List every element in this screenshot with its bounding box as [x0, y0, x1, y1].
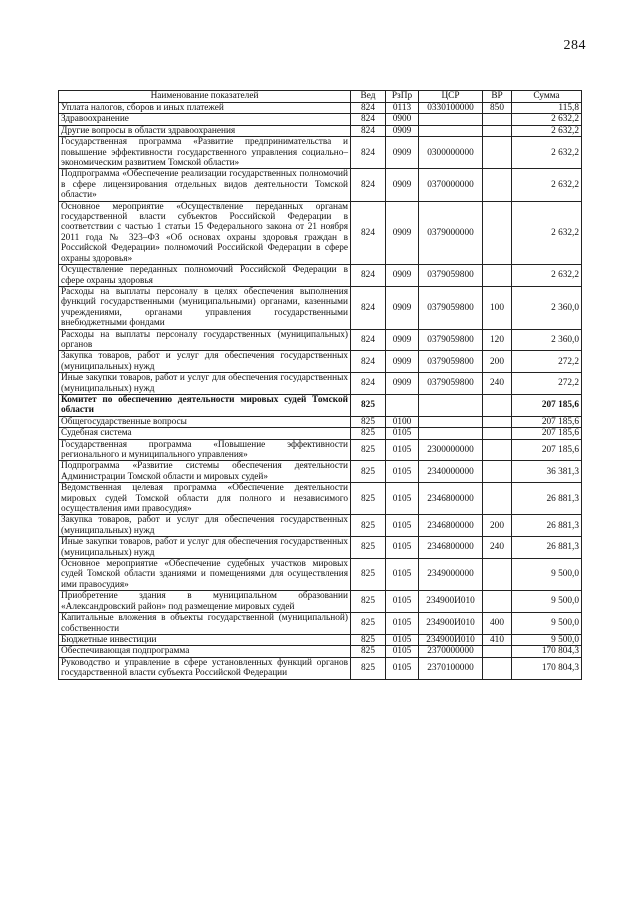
cell-vr	[483, 646, 512, 657]
cell-rzpr: 0105	[386, 559, 419, 591]
cell-rzpr: 0105	[386, 646, 419, 657]
cell-ved: 825	[351, 461, 386, 483]
budget-table	[58, 90, 582, 680]
table-row	[59, 537, 582, 559]
cell-rzpr: 0909	[386, 329, 419, 351]
cell-csr: 2349000000	[419, 559, 483, 591]
table-row	[59, 265, 582, 287]
cell-vr	[483, 591, 512, 613]
cell-csr	[419, 125, 483, 136]
cell-vr	[483, 657, 512, 679]
cell-rzpr: 0105	[386, 657, 419, 679]
cell-rzpr: 0909	[386, 351, 419, 373]
cell-csr: 0300000000	[419, 137, 483, 169]
cell-csr: 2300000000	[419, 439, 483, 461]
cell-name: Государственная программа «Повышение эффективности регионального и муниципального управления»	[59, 439, 351, 461]
cell-vr: 120	[483, 329, 512, 351]
cell-vr	[483, 125, 512, 136]
cell-name: Подпрограмма «Обеспечение реализации государственных полномочий в сфере лицензирования отдельных видов деятельности Томской области»	[59, 169, 351, 201]
cell-sum: 170 804,3	[512, 657, 582, 679]
cell-vr	[483, 439, 512, 461]
table-row	[59, 394, 582, 416]
cell-name: Приобретение здания в муниципальном образовании «Александровский район» под размещение мировых судей	[59, 591, 351, 613]
cell-ved: 824	[351, 373, 386, 395]
cell-ved: 825	[351, 657, 386, 679]
header-csr: ЦСР	[419, 91, 483, 103]
cell-csr: 0379000000	[419, 201, 483, 264]
table-row	[59, 169, 582, 201]
cell-sum: 272,2	[512, 351, 582, 373]
cell-rzpr: 0909	[386, 373, 419, 395]
cell-name: Основное мероприятие «Обеспечение судебных участков мировых судей Томской области зданиями и помещениями для осуществления ими правосудия»	[59, 559, 351, 591]
cell-csr: 234900И010	[419, 613, 483, 635]
cell-ved: 825	[351, 537, 386, 559]
cell-rzpr: 0105	[386, 515, 419, 537]
cell-ved: 825	[351, 416, 386, 427]
cell-ved: 824	[351, 286, 386, 329]
cell-sum: 2 632,2	[512, 114, 582, 125]
cell-ved: 824	[351, 137, 386, 169]
cell-vr: 400	[483, 613, 512, 635]
cell-ved: 824	[351, 265, 386, 287]
cell-name: Иные закупки товаров, работ и услуг для обеспечения государственных (муниципальных) нужд	[59, 373, 351, 395]
cell-rzpr: 0909	[386, 201, 419, 264]
cell-name: Расходы на выплаты персоналу государственных (муниципальных) органов	[59, 329, 351, 351]
cell-csr	[419, 416, 483, 427]
table-header-row	[59, 91, 582, 103]
cell-rzpr: 0105	[386, 439, 419, 461]
table-row	[59, 329, 582, 351]
cell-sum: 170 804,3	[512, 646, 582, 657]
cell-ved: 825	[351, 634, 386, 645]
cell-ved: 825	[351, 613, 386, 635]
cell-rzpr: 0100	[386, 416, 419, 427]
table-row	[59, 103, 582, 114]
cell-rzpr: 0105	[386, 461, 419, 483]
cell-sum: 2 360,0	[512, 286, 582, 329]
page-number: 284	[563, 38, 586, 53]
cell-csr: 0379059800	[419, 329, 483, 351]
cell-name: Расходы на выплаты персоналу в целях обеспечения выполнения функций государственными (муниципальными) органами, казенными учреждениями, органами управления государственными внебюджетными фондами	[59, 286, 351, 329]
cell-csr: 0379059800	[419, 286, 483, 329]
header-name: Наименование показателей	[59, 91, 351, 103]
cell-csr: 2346800000	[419, 515, 483, 537]
header-vr: ВР	[483, 91, 512, 103]
cell-name: Ведомственная целевая программа «Обеспечение деятельности мировых судей Томской области для полного и независимого осуществления ими правосудия»	[59, 483, 351, 515]
cell-ved: 825	[351, 394, 386, 416]
cell-csr: 0370000000	[419, 169, 483, 201]
cell-name: Обеспечивающая подпрограмма	[59, 646, 351, 657]
cell-csr: 0379059800	[419, 351, 483, 373]
table-row	[59, 201, 582, 264]
cell-vr	[483, 394, 512, 416]
header-sum: Сумма	[512, 91, 582, 103]
cell-ved: 825	[351, 591, 386, 613]
cell-vr	[483, 169, 512, 201]
cell-ved: 824	[351, 201, 386, 264]
cell-vr: 240	[483, 373, 512, 395]
cell-sum: 2 632,2	[512, 125, 582, 136]
cell-rzpr: 0909	[386, 265, 419, 287]
cell-sum: 26 881,3	[512, 483, 582, 515]
cell-name: Капитальные вложения в объекты государственной (муниципальной) собственности	[59, 613, 351, 635]
cell-sum: 26 881,3	[512, 537, 582, 559]
cell-name: Бюджетные инвестиции	[59, 634, 351, 645]
table-row	[59, 439, 582, 461]
cell-sum: 2 632,2	[512, 265, 582, 287]
cell-ved: 824	[351, 114, 386, 125]
cell-ved: 825	[351, 483, 386, 515]
cell-sum: 2 632,2	[512, 201, 582, 264]
cell-vr: 240	[483, 537, 512, 559]
table-row	[59, 351, 582, 373]
table-row	[59, 483, 582, 515]
cell-rzpr: 0113	[386, 103, 419, 114]
cell-vr	[483, 137, 512, 169]
cell-sum: 207 185,6	[512, 439, 582, 461]
cell-ved: 824	[351, 329, 386, 351]
table-body	[59, 103, 582, 680]
cell-csr: 0379059800	[419, 373, 483, 395]
cell-rzpr: 0900	[386, 114, 419, 125]
cell-csr: 2370000000	[419, 646, 483, 657]
header-rzpr: РзПр	[386, 91, 419, 103]
cell-rzpr: 0909	[386, 137, 419, 169]
table-row	[59, 428, 582, 439]
cell-sum: 207 185,6	[512, 394, 582, 416]
cell-ved: 824	[351, 351, 386, 373]
cell-ved: 825	[351, 646, 386, 657]
cell-csr	[419, 428, 483, 439]
cell-ved: 825	[351, 439, 386, 461]
cell-csr: 2340000000	[419, 461, 483, 483]
cell-name: Судебная система	[59, 428, 351, 439]
cell-vr	[483, 461, 512, 483]
cell-sum: 207 185,6	[512, 428, 582, 439]
cell-sum: 9 500,0	[512, 559, 582, 591]
table-row	[59, 373, 582, 395]
cell-sum: 272,2	[512, 373, 582, 395]
cell-vr	[483, 201, 512, 264]
cell-rzpr: 0105	[386, 537, 419, 559]
cell-rzpr: 0105	[386, 634, 419, 645]
cell-name: Иные закупки товаров, работ и услуг для обеспечения государственных (муниципальных) нужд	[59, 537, 351, 559]
header-ved: Вед	[351, 91, 386, 103]
cell-vr: 200	[483, 515, 512, 537]
cell-csr: 0379059800	[419, 265, 483, 287]
cell-rzpr: 0105	[386, 428, 419, 439]
cell-vr	[483, 416, 512, 427]
cell-sum: 2 360,0	[512, 329, 582, 351]
cell-sum: 2 632,2	[512, 169, 582, 201]
cell-name: Другие вопросы в области здравоохранения	[59, 125, 351, 136]
cell-name: Осуществление переданных полномочий Российской Федерации в сфере охраны здоровья	[59, 265, 351, 287]
cell-ved: 824	[351, 103, 386, 114]
cell-sum: 26 881,3	[512, 515, 582, 537]
cell-sum: 9 500,0	[512, 613, 582, 635]
cell-name: Руководство и управление в сфере установленных функций органов государственной власти субъекта Российской Федерации	[59, 657, 351, 679]
cell-rzpr: 0105	[386, 483, 419, 515]
cell-csr: 2346800000	[419, 537, 483, 559]
table-row	[59, 515, 582, 537]
cell-vr	[483, 265, 512, 287]
cell-vr	[483, 428, 512, 439]
table-row	[59, 613, 582, 635]
cell-csr: 2370100000	[419, 657, 483, 679]
cell-name: Здравоохранение	[59, 114, 351, 125]
cell-rzpr: 0105	[386, 591, 419, 613]
table-row	[59, 559, 582, 591]
table-row	[59, 634, 582, 645]
cell-csr: 234900И010	[419, 591, 483, 613]
cell-ved: 824	[351, 169, 386, 201]
cell-sum: 207 185,6	[512, 416, 582, 427]
cell-ved: 825	[351, 515, 386, 537]
cell-rzpr: 0909	[386, 125, 419, 136]
table-row	[59, 114, 582, 125]
cell-csr: 234900И010	[419, 634, 483, 645]
table-row	[59, 137, 582, 169]
cell-name: Общегосударственные вопросы	[59, 416, 351, 427]
cell-ved: 825	[351, 428, 386, 439]
table-row	[59, 657, 582, 679]
cell-vr	[483, 114, 512, 125]
cell-name: Уплата налогов, сборов и иных платежей	[59, 103, 351, 114]
cell-sum: 9 500,0	[512, 634, 582, 645]
cell-name: Закупка товаров, работ и услуг для обеспечения государственных (муниципальных) нужд	[59, 351, 351, 373]
cell-sum: 2 632,2	[512, 137, 582, 169]
cell-rzpr	[386, 394, 419, 416]
cell-vr: 200	[483, 351, 512, 373]
table-row	[59, 125, 582, 136]
cell-sum: 115,8	[512, 103, 582, 114]
cell-csr	[419, 394, 483, 416]
cell-rzpr: 0105	[386, 613, 419, 635]
cell-vr: 850	[483, 103, 512, 114]
cell-sum: 9 500,0	[512, 591, 582, 613]
cell-ved: 824	[351, 125, 386, 136]
cell-vr	[483, 559, 512, 591]
table-row	[59, 416, 582, 427]
cell-name: Комитет по обеспечению деятельности мировых судей Томской области	[59, 394, 351, 416]
cell-name: Государственная программа «Развитие предпринимательства и повышение эффективности государственного управления социально–экономическим развитием Томской области»	[59, 137, 351, 169]
table-row	[59, 286, 582, 329]
table-row	[59, 646, 582, 657]
cell-csr: 2346800000	[419, 483, 483, 515]
cell-vr	[483, 483, 512, 515]
table-row	[59, 461, 582, 483]
table-row	[59, 591, 582, 613]
cell-csr	[419, 114, 483, 125]
cell-ved: 825	[351, 559, 386, 591]
cell-vr: 410	[483, 634, 512, 645]
cell-name: Подпрограмма «Развитие системы обеспечения деятельности Администрации Томской области и мировых судей»	[59, 461, 351, 483]
cell-csr: 0330100000	[419, 103, 483, 114]
cell-rzpr: 0909	[386, 169, 419, 201]
cell-name: Закупка товаров, работ и услуг для обеспечения государственных (муниципальных) нужд	[59, 515, 351, 537]
cell-rzpr: 0909	[386, 286, 419, 329]
cell-name: Основное мероприятие «Осуществление переданных органам государственной власти субъектов Российской Федерации в соответствии с частью 1 статьи 15 Федерального закона от 21 ноября 2011 года № 323–ФЗ «Об основах охраны здоровья граждан в Российской Федерации» полномочий Российской Федерации в сфере охраны здоровья»	[59, 201, 351, 264]
cell-sum: 36 381,3	[512, 461, 582, 483]
cell-vr: 100	[483, 286, 512, 329]
